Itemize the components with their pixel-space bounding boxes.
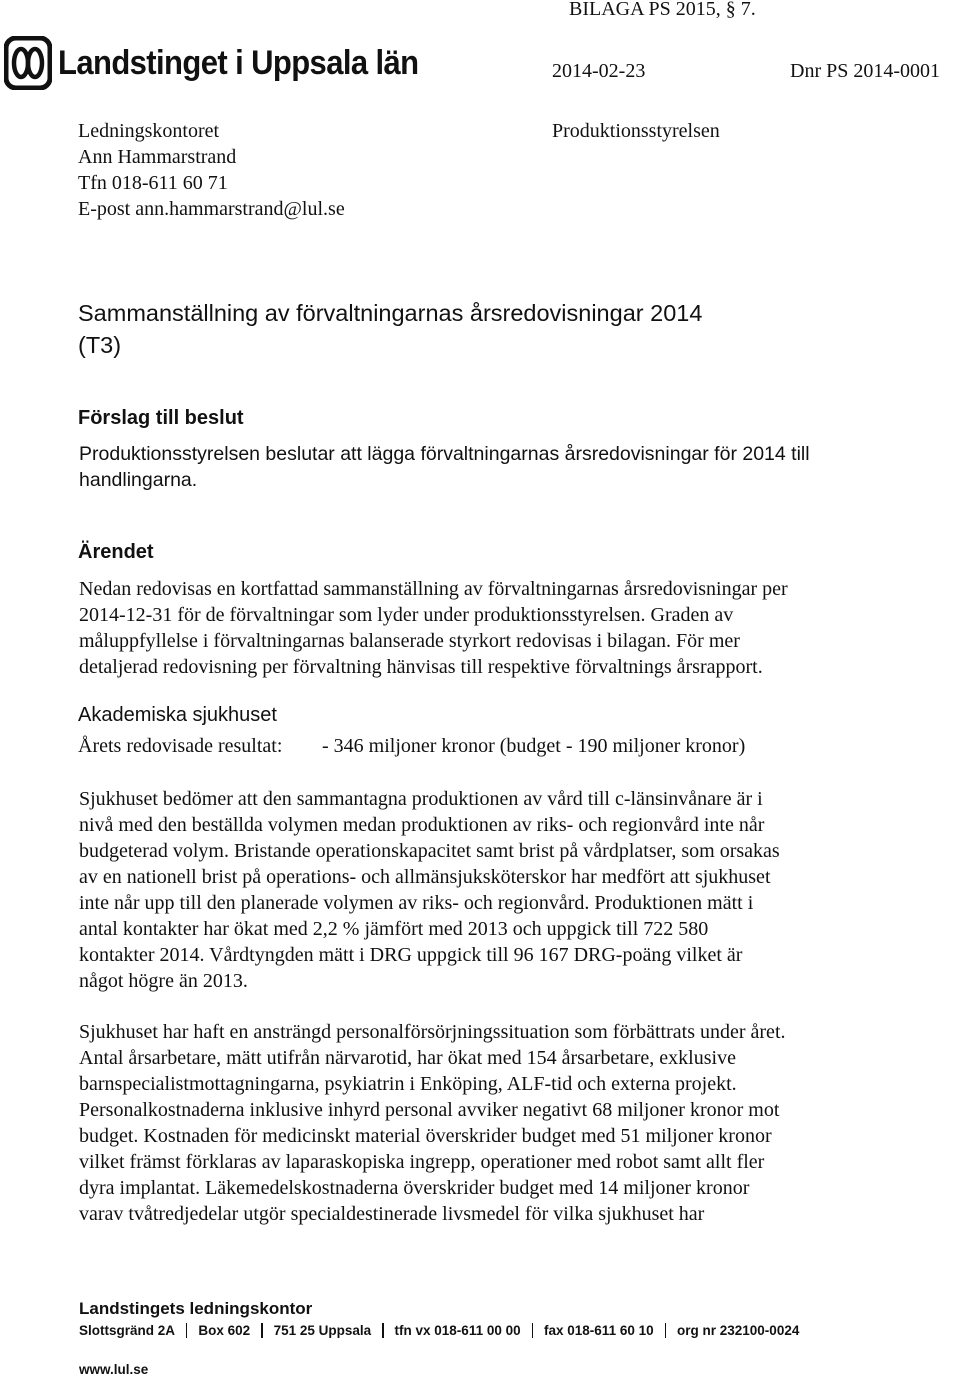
matter-line: detaljerad redovisning per förvaltning hänvisas till respektive förvaltnings årsrapport.	[79, 656, 763, 678]
proposal-text	[79, 441, 879, 493]
sender-department: Ledningskontoret	[78, 120, 220, 142]
footer-divider	[532, 1323, 533, 1338]
footer-divider	[382, 1323, 383, 1338]
document-date: 2014-02-23	[552, 60, 646, 82]
footer-divider	[186, 1323, 187, 1338]
sender-name: Ann Hammarstrand	[78, 146, 237, 168]
recipient: Produktionsstyrelsen	[552, 120, 720, 142]
document-title-line-2: (T3)	[78, 332, 122, 358]
paragraph-line: något högre än 2013.	[79, 970, 248, 992]
footer-divider	[261, 1323, 262, 1338]
paragraph-line: Sjukhuset bedömer att den sammantagna produktionen av vård till c-länsinvånare är i	[79, 788, 763, 810]
footer-org-number: org nr 232100-0024	[677, 1323, 800, 1338]
matter-heading: Ärendet	[78, 541, 154, 563]
paragraph-line: nivå med den beställda volymen medan produktionen av riks- och regionvård inte når	[79, 814, 765, 836]
sender-email: E-post ann.hammarstrand@lul.se	[78, 198, 345, 220]
paragraph-line: budgeterad volym. Bristande operationskapacitet samt brist på vårdplatser, som orsakas	[79, 840, 780, 862]
matter-text	[79, 576, 879, 680]
appendix-label: BILAGA PS 2015, § 7.	[569, 0, 756, 20]
paragraph-line: vilket främst förklaras av laparaskopiska ingrepp, operationer med robot samt allt fler	[79, 1151, 765, 1173]
paragraph-line: av en nationell brist på operations- och allmänsjuksköterskor har medfört att sjukhuset	[79, 866, 771, 888]
matter-line: 2014-12-31 för de förvaltningar som lyder under produktionsstyrelsen. Graden av	[79, 604, 734, 626]
paragraph-line: barnspecialistmottagningarna, psykiatrin i Enköping, ALF-tid och externa projekt.	[79, 1073, 737, 1095]
footer-fax: fax 018-611 60 10	[544, 1323, 654, 1338]
footer-address: Slottsgränd 2A	[79, 1323, 176, 1338]
paragraph-line: budget. Kostnaden för medicinskt material överskrider budget med 51 miljoner kronor	[79, 1125, 772, 1147]
paragraph-line: antal kontakter har ökat med 2,2 % jämfört med 2013 och uppgick till 722 580	[79, 918, 709, 940]
logo	[4, 36, 419, 90]
document-title-line-1: Sammanställning av förvaltningarnas årsredovisningar 2014	[78, 300, 703, 326]
paragraph-line: varav tvåtredjedelar utgör specialdestinerade livsmedel för vilka sjukhuset har	[79, 1203, 705, 1225]
footer-contact-row	[79, 1323, 799, 1338]
footer-divider	[665, 1323, 666, 1338]
staffing-paragraph	[79, 1019, 879, 1227]
section-heading-akademiska: Akademiska sjukhuset	[78, 704, 277, 726]
county-emblem-icon	[4, 36, 52, 90]
matter-line: måluppfyllelse i förvaltningarnas balanserade styrkort redovisas i bilagan. För mer	[79, 630, 740, 652]
logo-text: Landstinget i Uppsala län	[58, 42, 419, 83]
result-value: - 346 miljoner kronor (budget - 190 miljoner kronor)	[322, 735, 746, 757]
paragraph-line: dyra implantat. Läkemedelskostnaderna överskrider budget med 14 miljoner kronor	[79, 1177, 750, 1199]
footer-box: Box 602	[198, 1323, 251, 1338]
paragraph-line: Sjukhuset har haft en ansträngd personalförsörjningssituation som förbättrats under året.	[79, 1021, 786, 1043]
footer-postal: 751 25 Uppsala	[273, 1323, 372, 1338]
sender-phone: Tfn 018-611 60 71	[78, 172, 228, 194]
paragraph-line: Antal årsarbetare, mätt utifrån närvarotid, har ökat med 154 årsarbetare, exklusive	[79, 1047, 736, 1069]
footer-website-link[interactable]: www.lul.se	[79, 1362, 149, 1377]
matter-line: Nedan redovisas en kortfattad sammanställning av förvaltningarnas årsredovisningar per	[79, 578, 788, 600]
proposal-line: handlingarna.	[79, 469, 198, 491]
footer-phone: tfn vx 018-611 00 00	[394, 1323, 521, 1338]
paragraph-line: kontakter 2014. Vårdtyngden mätt i DRG uppgick till 96 167 DRG-poäng vilket är	[79, 944, 743, 966]
footer-organization: Landstingets ledningskontor	[79, 1299, 313, 1318]
paragraph-line: Personalkostnaderna inklusive inhyrd personal avviker negativt 68 miljoner kronor mot	[79, 1099, 780, 1121]
result-label: Årets redovisade resultat:	[78, 735, 283, 757]
paragraph-line: inte når upp till den planerade volymen av riks- och regionvård. Produktionen mätt i	[79, 892, 754, 914]
proposal-line: Produktionsstyrelsen beslutar att lägga förvaltningarnas årsredovisningar för 2014 till	[79, 443, 810, 465]
registration-number: Dnr PS 2014-0001	[790, 60, 941, 82]
production-paragraph	[79, 786, 879, 994]
proposal-heading: Förslag till beslut	[78, 407, 244, 429]
